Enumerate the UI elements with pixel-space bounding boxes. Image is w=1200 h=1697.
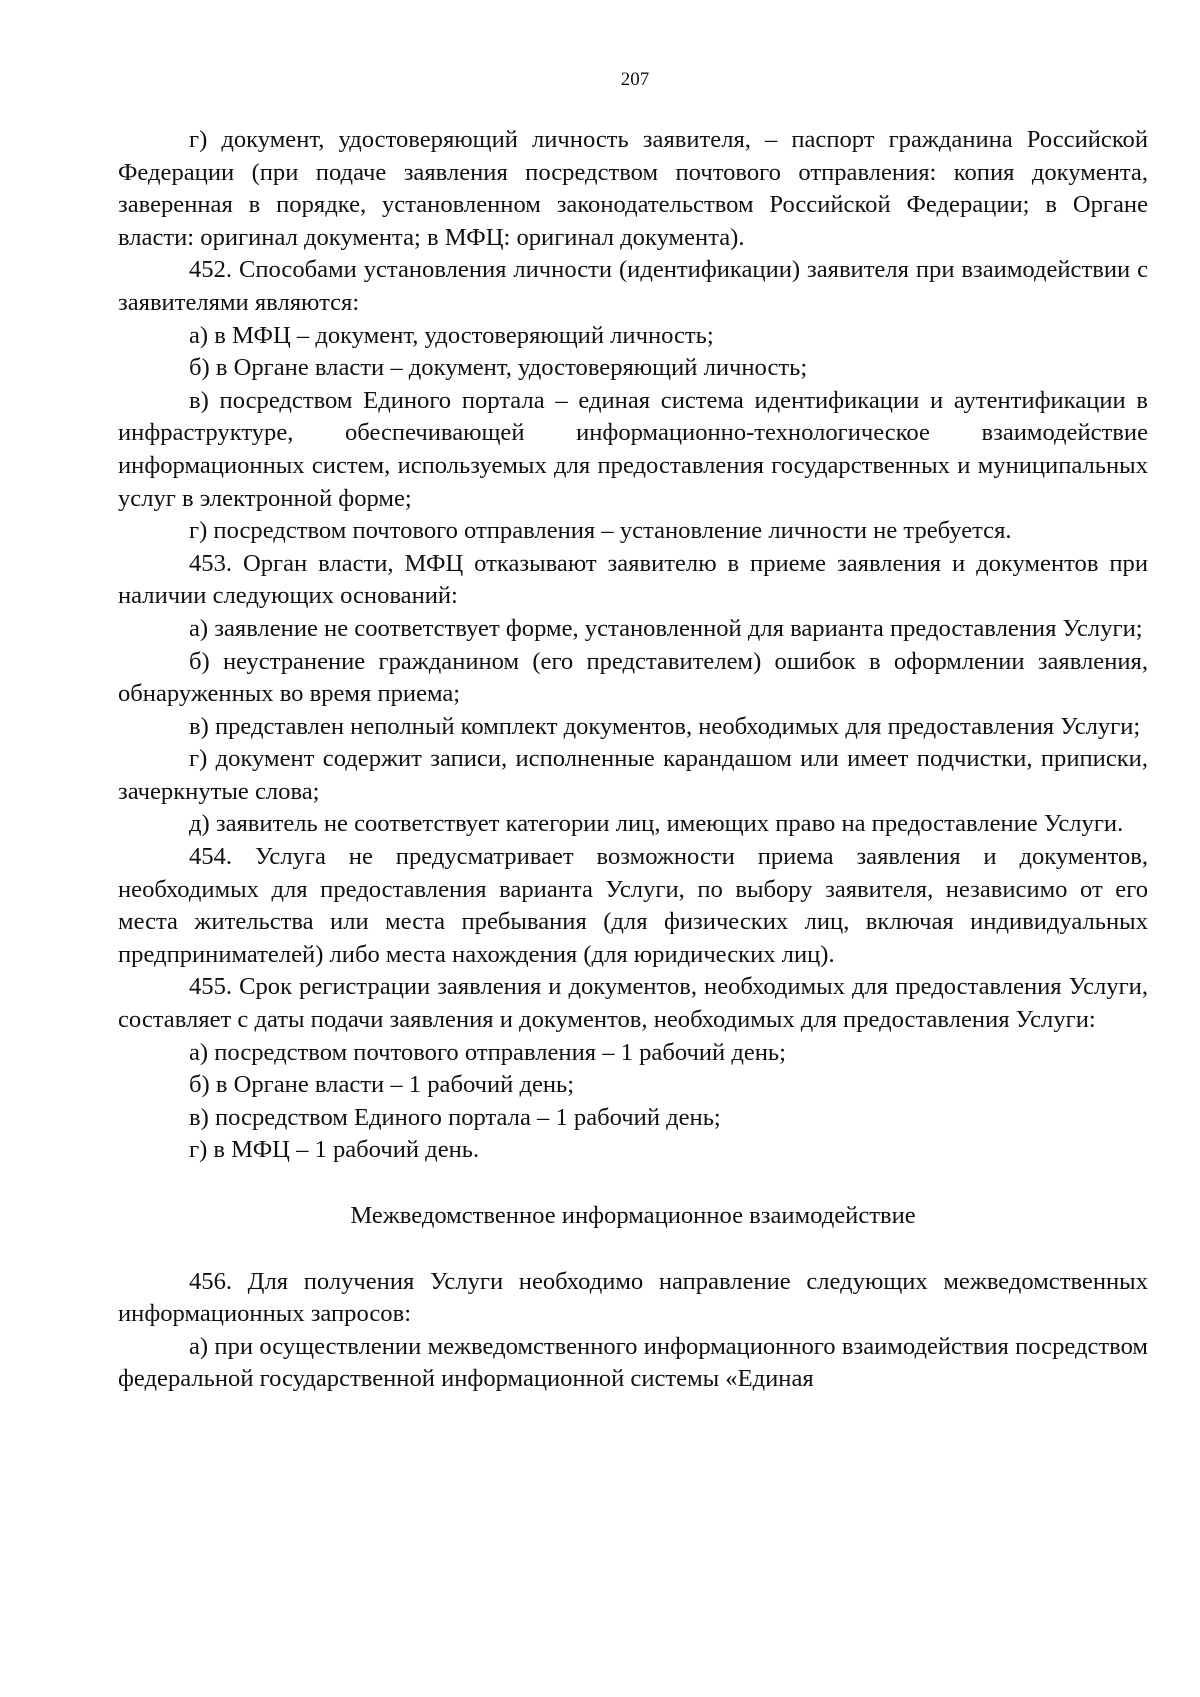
paragraph-453-a: а) заявление не соответствует форме, установленной для варианта предоставления Услуги; [189,614,1143,642]
paragraph-452-b: б) в Органе власти – документ, удостоверяющий личность; [189,354,808,382]
paragraph-452-a: а) в МФЦ – документ, удостоверяющий личность; [189,321,714,349]
paragraph-452: 452. Способами установления личности (идентификации) заявителя при взаимодействии с заявителями являются: [118,256,1148,316]
paragraph-452-v: в) посредством Единого портала – единая система идентификации и аутентификации в инфраструктуре, обеспечивающей информационно-технологическое взаимодействие информационных систем, используемых для предоставления государственных и муниципальных услуг в электронной форме; [118,386,1148,512]
paragraph-453-g: г) документ содержит записи, исполненные карандашом или имеет подчистки, приписки, зачеркнутые слова; [118,745,1148,805]
page-number: 207 [620,69,650,90]
paragraph-455-a: а) посредством почтового отправления – 1 рабочий день; [189,1038,786,1066]
paragraph-455-g: г) в МФЦ – 1 рабочий день. [189,1136,480,1164]
paragraph-453-d: д) заявитель не соответствует категории лиц, имеющих право на предоставление Услуги. [189,810,1124,838]
paragraph-452-g: г) посредством почтового отправления – установление личности не требуется. [189,517,1012,545]
paragraph-453: 453. Орган власти, МФЦ отказывают заявителю в приеме заявления и документов при наличии следующих оснований: [118,549,1148,610]
document-body [118,124,1148,1396]
paragraph-455-b: б) в Органе власти – 1 рабочий день; [189,1071,575,1099]
paragraph-453-v: в) представлен неполный комплект документов, необходимых для предоставления Услуги; [189,712,1141,740]
paragraph-identity-document: г) документ, удостоверяющий личность заявителя, – паспорт гражданина Российской Федерации (при подаче заявления посредством почтового отправления: копия документа, заверенная в порядке, установленном законодательством Российской Федерации; в Органе власти: оригинал документа; в МФЦ: оригинал документа). [118,126,1148,251]
paragraph-455: 455. Срок регистрации заявления и документов, необходимых для предоставления Услуги, составляет с даты подачи заявления и документов, необходимых для предоставления Услуги: [118,973,1148,1034]
paragraph-456: 456. Для получения Услуги необходимо направление следующих межведомственных информационных запросов: [118,1267,1148,1328]
section-heading: Межведомственное информационное взаимодействие [350,1202,916,1229]
paragraph-456-a: а) при осуществлении межведомственного информационного взаимодействия посредством федеральной государственной информационной системы «Единая [118,1332,1148,1393]
paragraph-454: 454. Услуга не предусматривает возможности приема заявления и документов, необходимых для предоставления варианта Услуги, по выбору заявителя, независимо от его места жительства или места пребывания (для физических лиц, включая индивидуальных предпринимателей) либо места нахождения (для юридических лиц). [118,843,1148,968]
paragraph-455-v: в) посредством Единого портала – 1 рабочий день; [189,1103,721,1131]
paragraph-453-b: б) неустранение гражданином (его представителем) ошибок в оформлении заявления, обнаруженных во время приема; [118,647,1148,708]
